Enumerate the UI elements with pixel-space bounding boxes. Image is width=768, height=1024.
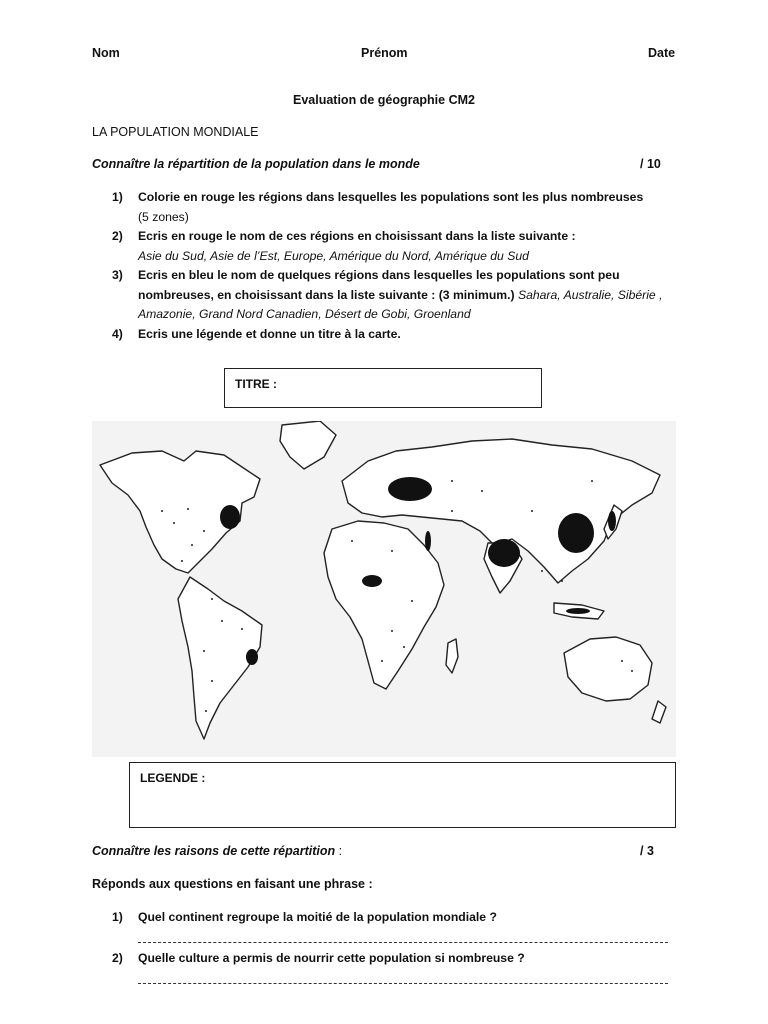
part2-score: / 3 — [640, 844, 654, 858]
dense-nile — [425, 531, 431, 551]
region-list-cont: Amazonie, Grand Nord Canadien, Désert de Gobi, Groenland — [138, 307, 471, 321]
region-list: Asie du Sud, Asie de l’Est, Europe, Amérique du Nord, Amérique du Sud — [138, 248, 529, 263]
question-number: 3) — [112, 268, 123, 282]
question-text: Quel continent regroupe la moitié de la population mondiale ? — [138, 910, 497, 924]
part2-heading — [92, 844, 342, 858]
part2-question-1 — [92, 908, 682, 928]
legend-answer-box[interactable] — [129, 762, 676, 828]
dense-north-america — [220, 505, 240, 529]
question-text-cont: (5 zones) — [138, 209, 189, 224]
legend-box-label: LEGENDE : — [140, 771, 206, 785]
answer-line-2[interactable] — [138, 983, 668, 984]
question-text: Ecris en bleu le nom de quelques régions dans lesquelles les populations sont peu — [138, 268, 620, 282]
part1-questions — [92, 188, 682, 344]
dense-south-asia — [488, 539, 520, 567]
part2-questions — [92, 908, 682, 928]
part2-instruction: Réponds aux questions en faisant une phrase : — [92, 877, 373, 891]
part1-score: / 10 — [640, 157, 661, 171]
dense-east-asia — [558, 513, 594, 553]
question-number: 2) — [112, 229, 123, 243]
question-number: 1) — [112, 910, 123, 924]
question-text: Ecris une légende et donne un titre à la carte. — [138, 326, 401, 341]
dense-japan — [608, 511, 616, 531]
region-list: Sahara, Australie, Sibérie , — [514, 287, 663, 302]
question-number: 4) — [112, 326, 123, 341]
part2-heading-suffix: : — [335, 844, 343, 858]
dense-java — [566, 608, 590, 614]
part2-question-2 — [92, 949, 682, 969]
question-4 — [92, 325, 682, 345]
question-number: 2) — [112, 951, 123, 965]
australia-outline — [564, 637, 652, 701]
madagascar-outline — [446, 639, 458, 673]
question-text: Ecris en rouge le nom de ces régions en choisissant dans la liste suivante : — [138, 229, 576, 243]
title-box-label: TITRE : — [235, 377, 277, 391]
world-population-map — [92, 421, 676, 757]
new-zealand-outline — [652, 701, 666, 723]
question-text: Colorie en rouge les régions dans lesquelles les populations sont les plus nombreuses — [138, 190, 644, 204]
dense-europe — [388, 477, 432, 501]
page-title: Evaluation de géographie CM2 — [293, 93, 475, 107]
first-name-label: Prénom — [361, 46, 408, 60]
dense-west-africa — [362, 575, 382, 587]
world-map-svg — [92, 421, 676, 757]
answer-line-1[interactable] — [138, 942, 668, 943]
greenland-outline — [280, 421, 336, 469]
question-2 — [92, 227, 682, 266]
name-label: Nom — [92, 46, 120, 60]
question-3 — [92, 266, 682, 325]
question-text: Quelle culture a permis de nourrir cette population si nombreuse ? — [138, 951, 525, 965]
part2-questions-cont — [92, 949, 682, 969]
date-label: Date — [648, 46, 676, 60]
part2-heading-text: Connaître les raisons de cette répartition — [92, 844, 336, 858]
question-text-cont: nombreuses, en choisissant dans la liste suivante : (3 minimum.) — [138, 287, 515, 302]
question-number: 1) — [112, 190, 123, 204]
question-1 — [92, 188, 682, 227]
section-title: LA POPULATION MONDIALE — [92, 125, 259, 139]
title-answer-box[interactable] — [224, 368, 542, 408]
part1-heading: Connaître la répartition de la population dans le monde — [92, 157, 420, 171]
dense-brazil — [246, 649, 258, 665]
